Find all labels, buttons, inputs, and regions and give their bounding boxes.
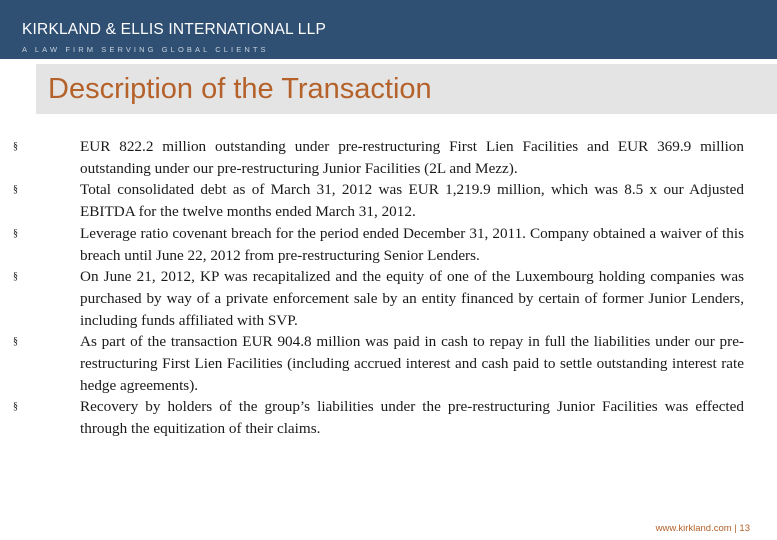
bullet-item — [13, 136, 744, 179]
bullet-text: Total consolidated debt as of March 31, 2012 was EUR 1,219.9 million, which was 8.5 x our Adjusted EBITDA for the twelve months ended March 31, 2012. — [80, 181, 744, 221]
bullet-icon: § — [13, 141, 18, 152]
bullet-item — [13, 331, 744, 396]
bullet-icon: § — [13, 184, 18, 196]
bullet-item — [13, 223, 744, 266]
firm-tagline: A LAW FIRM SERVING GLOBAL CLIENTS — [22, 45, 269, 54]
header-banner — [0, 0, 777, 59]
page-title: Description of the Transaction — [48, 73, 432, 105]
bullet-item — [13, 396, 744, 439]
bullet-icon: § — [13, 271, 18, 283]
bullet-text: Leverage ratio covenant breach for the period ended December 31, 2011. Company obtained a waiver of this breach until June 22, 2012 from pre-restructuring Senior Lenders. — [80, 224, 744, 264]
bullet-text: On June 21, 2012, KP was recapitalized and the equity of one of the Luxembourg holding companies was purchased by way of a private enforcement sale by an entity financed by certain of former Junior Lenders, including funds affiliated with SVP. — [80, 268, 744, 329]
bullet-item — [13, 266, 744, 331]
bullet-text: As part of the transaction EUR 904.8 million was paid in cash to repay in full the liabilities under our pre-restructuring First Lien Facilities (including accrued interest and cash paid to settle outstanding interest rate hedge agreements). — [80, 333, 744, 394]
footer-url-page-number[interactable]: www.kirkland.com | 13 — [655, 523, 750, 534]
firm-name: KIRKLAND & ELLIS INTERNATIONAL LLP — [22, 21, 326, 38]
bullet-item — [13, 179, 744, 222]
bullet-text: Recovery by holders of the group’s liabilities under the pre-restructuring Junior Facilities was effected through the equitization of their claims. — [80, 398, 744, 438]
bullet-icon: § — [13, 401, 18, 413]
bullet-icon: § — [13, 336, 18, 348]
title-bar — [36, 64, 777, 114]
bullet-text: EUR 822.2 million outstanding under pre-restructuring First Lien Facilities and EUR 369.9 million outstanding under our pre-restructuring Junior Facilities (2L and Mezz). — [80, 138, 744, 177]
bullet-list — [13, 136, 744, 440]
bullet-icon: § — [13, 227, 18, 239]
